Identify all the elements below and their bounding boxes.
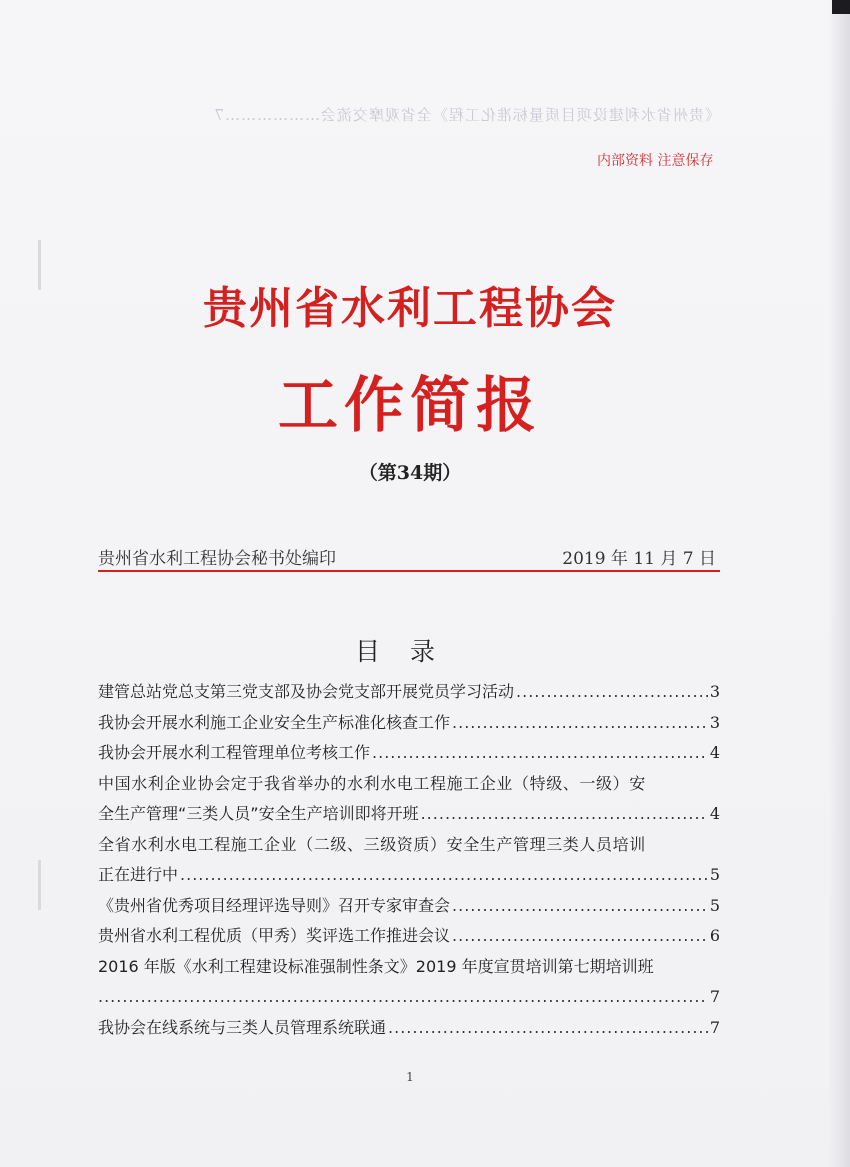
toc-entry-title: 我协会开展水利施工企业安全生产标准化核查工作	[98, 712, 451, 732]
toc-entry-3[interactable]	[98, 738, 720, 769]
toc-leader	[180, 860, 708, 891]
toc-entry-title-line1: 2016 年版《水利工程建设标准强制性条文》2019 年度宣贯培训第七期培训班	[98, 956, 654, 976]
toc-entry-page: 3	[709, 712, 720, 732]
toc-leader	[388, 1013, 708, 1044]
toc-entry-page: 5	[709, 895, 720, 915]
toc-entry-title: 建管总站党总支第三党支部及协会党支部开展党员学习活动	[98, 682, 515, 701]
toc-entry-page: 4	[709, 804, 720, 823]
toc-entry-page: 7	[709, 1017, 720, 1037]
org-title: 贵州省水利工程协会	[203, 283, 617, 334]
binding-mark-top	[38, 240, 41, 290]
toc-leader	[98, 982, 708, 1013]
toc-entry-title: 《贵州省优秀项目经理评选导则》召开专家审查会	[98, 895, 451, 915]
toc-entry-title-line2: 全生产管理“三类人员”安全生产培训即将开班	[98, 804, 419, 823]
toc-entry-page: 4	[709, 743, 720, 762]
toc-entry-title-line1: 中国水利企业协会定于我省举办的水利水电工程施工企业（特级、一级）安	[98, 773, 646, 793]
toc-leader	[516, 677, 708, 708]
page-number: 1	[406, 1070, 414, 1084]
toc-entry-page: 6	[709, 926, 720, 945]
toc-entry-9[interactable]	[98, 1013, 720, 1044]
toc-entry-page: 3	[709, 682, 720, 701]
toc-leader	[452, 921, 708, 952]
toc-entry-1[interactable]	[98, 677, 720, 708]
publisher-line: 贵州省水利工程协会秘书处编印	[98, 549, 336, 569]
toc-entry-6[interactable]	[98, 891, 720, 922]
toc-entry-7[interactable]	[98, 921, 720, 952]
toc-leader	[452, 708, 708, 739]
toc-leader	[372, 738, 708, 769]
toc-leader	[452, 891, 708, 922]
page-edge-shadow	[828, 0, 850, 1167]
toc-entry-2[interactable]	[98, 708, 720, 739]
issue-number: （第34期）	[358, 462, 462, 484]
header-divider	[98, 570, 720, 572]
toc-entry-page: 7	[709, 987, 720, 1006]
toc-entry-page: 5	[709, 865, 720, 884]
toc-entry-title: 贵州省水利工程优质（甲秀）奖评选工作推进会议	[98, 926, 451, 945]
toc-entry-title-line2: 正在进行中	[98, 865, 179, 884]
publication-date: 2019 年 11 月 7 日	[562, 549, 716, 569]
confidential-label: 内部资料 注意保存	[597, 153, 714, 169]
toc-entry-title-line1: 全省水利水电工程施工企业（二级、三级资质）安全生产管理三类人员培训	[98, 834, 646, 854]
table-of-contents	[98, 677, 720, 1043]
bulletin-title: 工作简报	[278, 371, 542, 441]
scan-corner-mark	[832, 0, 850, 14]
toc-entry-5[interactable]	[98, 830, 720, 891]
binding-mark-bottom	[38, 860, 41, 910]
bleed-through-text: 《贵州省水利建设项目质量标准化工程》全省观摩交流会………………7	[213, 106, 720, 124]
toc-leader	[421, 799, 708, 830]
toc-heading: 目录	[354, 637, 465, 666]
toc-entry-8[interactable]	[98, 952, 720, 1013]
toc-entry-title: 我协会在线系统与三类人员管理系统联通	[98, 1017, 387, 1037]
toc-entry-4[interactable]	[98, 769, 720, 830]
toc-entry-title: 我协会开展水利工程管理单位考核工作	[98, 743, 371, 762]
